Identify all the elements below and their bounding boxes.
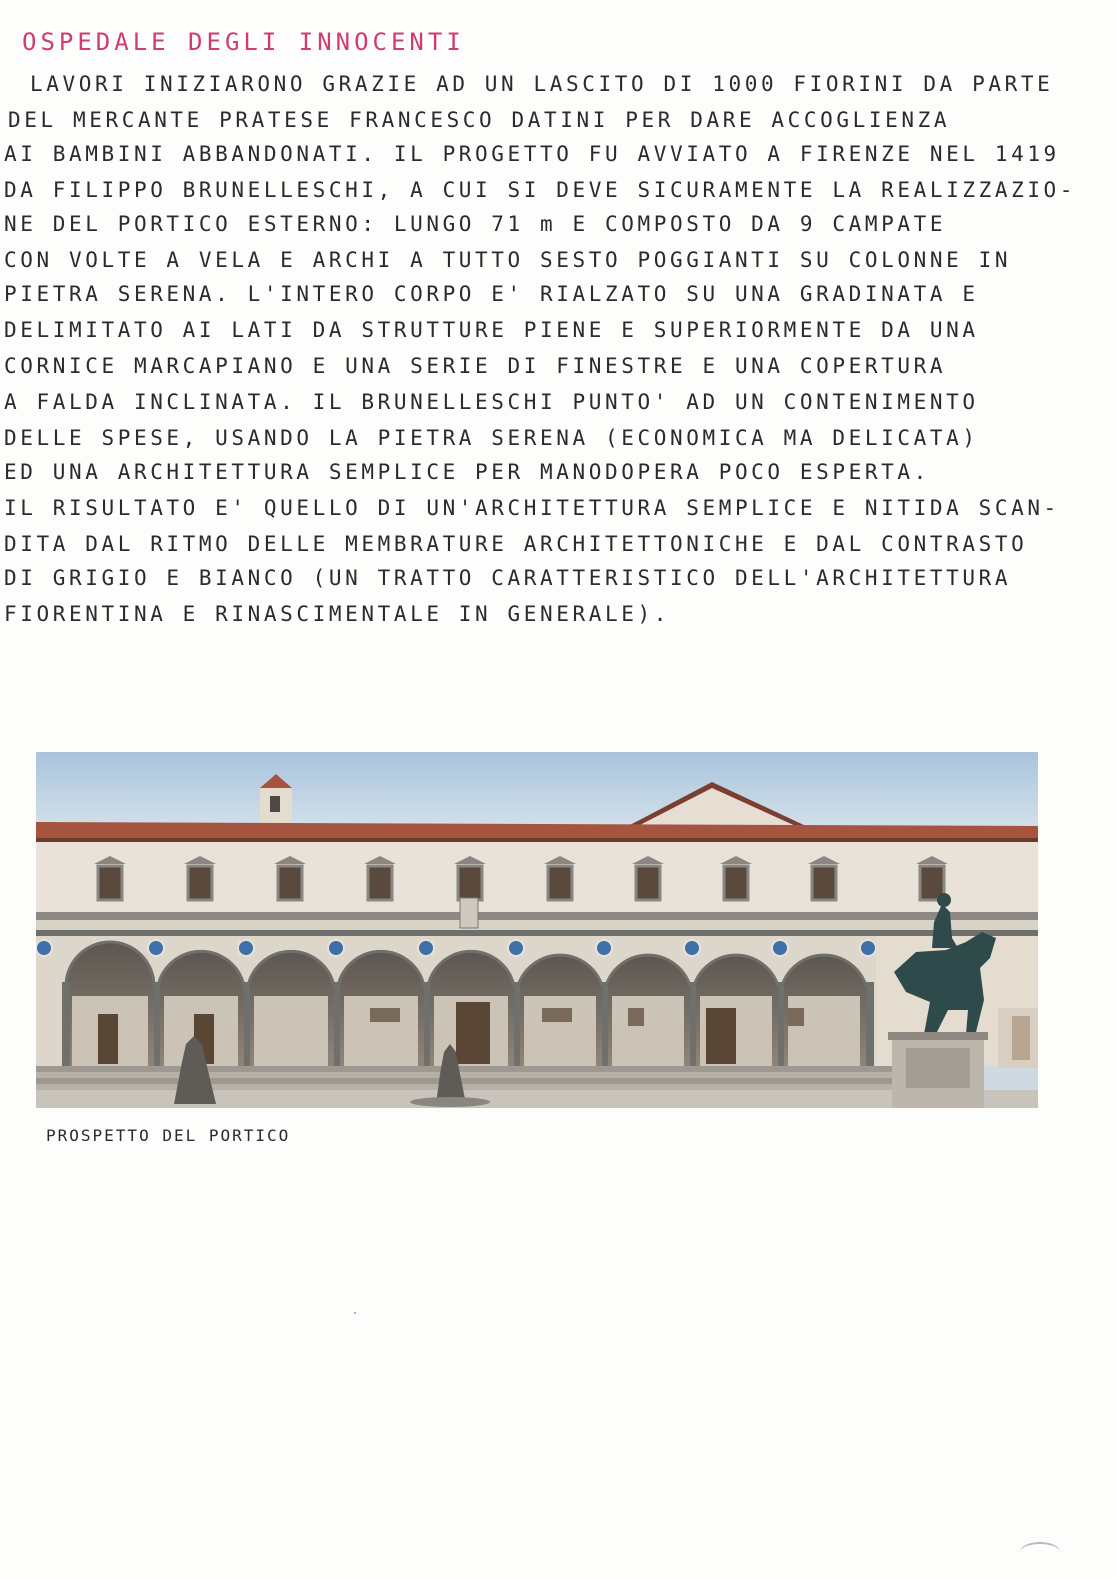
text-line: DEL MERCANTE PRATESE FRANCESCO DATINI PER DARE ACCOGLIENZA xyxy=(8,108,951,132)
text-line: DI GRIGIO E BIANCO (UN TRATTO CARATTERISTICO DELL'ARCHITETTURA xyxy=(4,566,1012,590)
text-line: ED UNA ARCHITETTURA SEMPLICE PER MANODOPERA POCO ESPERTA. xyxy=(4,460,930,484)
text-line: A FALDA INCLINATA. IL BRUNELLESCHI PUNTO' AD UN CONTENIMENTO xyxy=(4,390,979,414)
text-line: DELLE SPESE, USANDO LA PIETRA SERENA (ECONOMICA MA DELICATA) xyxy=(4,426,979,450)
paper-speck xyxy=(354,1312,356,1314)
upper-facade xyxy=(36,842,1038,920)
text-line: DA FILIPPO BRUNELLESCHI, A CUI SI DEVE SICURAMENTE LA REALIZZAZIO- xyxy=(4,178,1077,202)
text-line: PIETRA SERENA. L'INTERO CORPO E' RIALZATO SU UNA GRADINATA E xyxy=(4,282,979,306)
page-corner-mark xyxy=(1020,1542,1060,1562)
text-line: FIORENTINA E RINASCIMENTALE IN GENERALE). xyxy=(4,602,670,626)
sky xyxy=(36,752,1038,832)
text-line: CON VOLTE A VELA E ARCHI A TUTTO SESTO POGGIANTI SU COLONNE IN xyxy=(4,248,1012,272)
text-line: NE DEL PORTICO ESTERNO: LUNGO 71 m E COMPOSTO DA 9 CAMPATE xyxy=(4,212,947,236)
text-line: IL RISULTATO E' QUELLO DI UN'ARCHITETTURA SEMPLICE E NITIDA SCAN- xyxy=(4,496,1060,520)
document-title: OSPEDALE DEGLI INNOCENTI xyxy=(22,28,465,56)
text-line: CORNICE MARCAPIANO E UNA SERIE DI FINESTRE E UNA COPERTURA xyxy=(4,354,947,378)
portico-photo xyxy=(36,752,1038,1108)
photo-caption: PROSPETTO DEL PORTICO xyxy=(46,1126,291,1145)
text-line: DITA DAL RITMO DELLE MEMBRATURE ARCHITETTONICHE E DAL CONTRASTO xyxy=(4,532,1028,556)
text-line: LAVORI INIZIARONO GRAZIE AD UN LASCITO DI 1000 FIORINI DA PARTE xyxy=(30,72,1054,96)
text-line: AI BAMBINI ABBANDONATI. IL PROGETTO FU AVVIATO A FIRENZE NEL 1419 xyxy=(4,142,1060,166)
text-line: DELIMITATO AI LATI DA STRUTTURE PIENE E SUPERIORMENTE DA UNA xyxy=(4,318,979,342)
steps xyxy=(36,1066,896,1090)
